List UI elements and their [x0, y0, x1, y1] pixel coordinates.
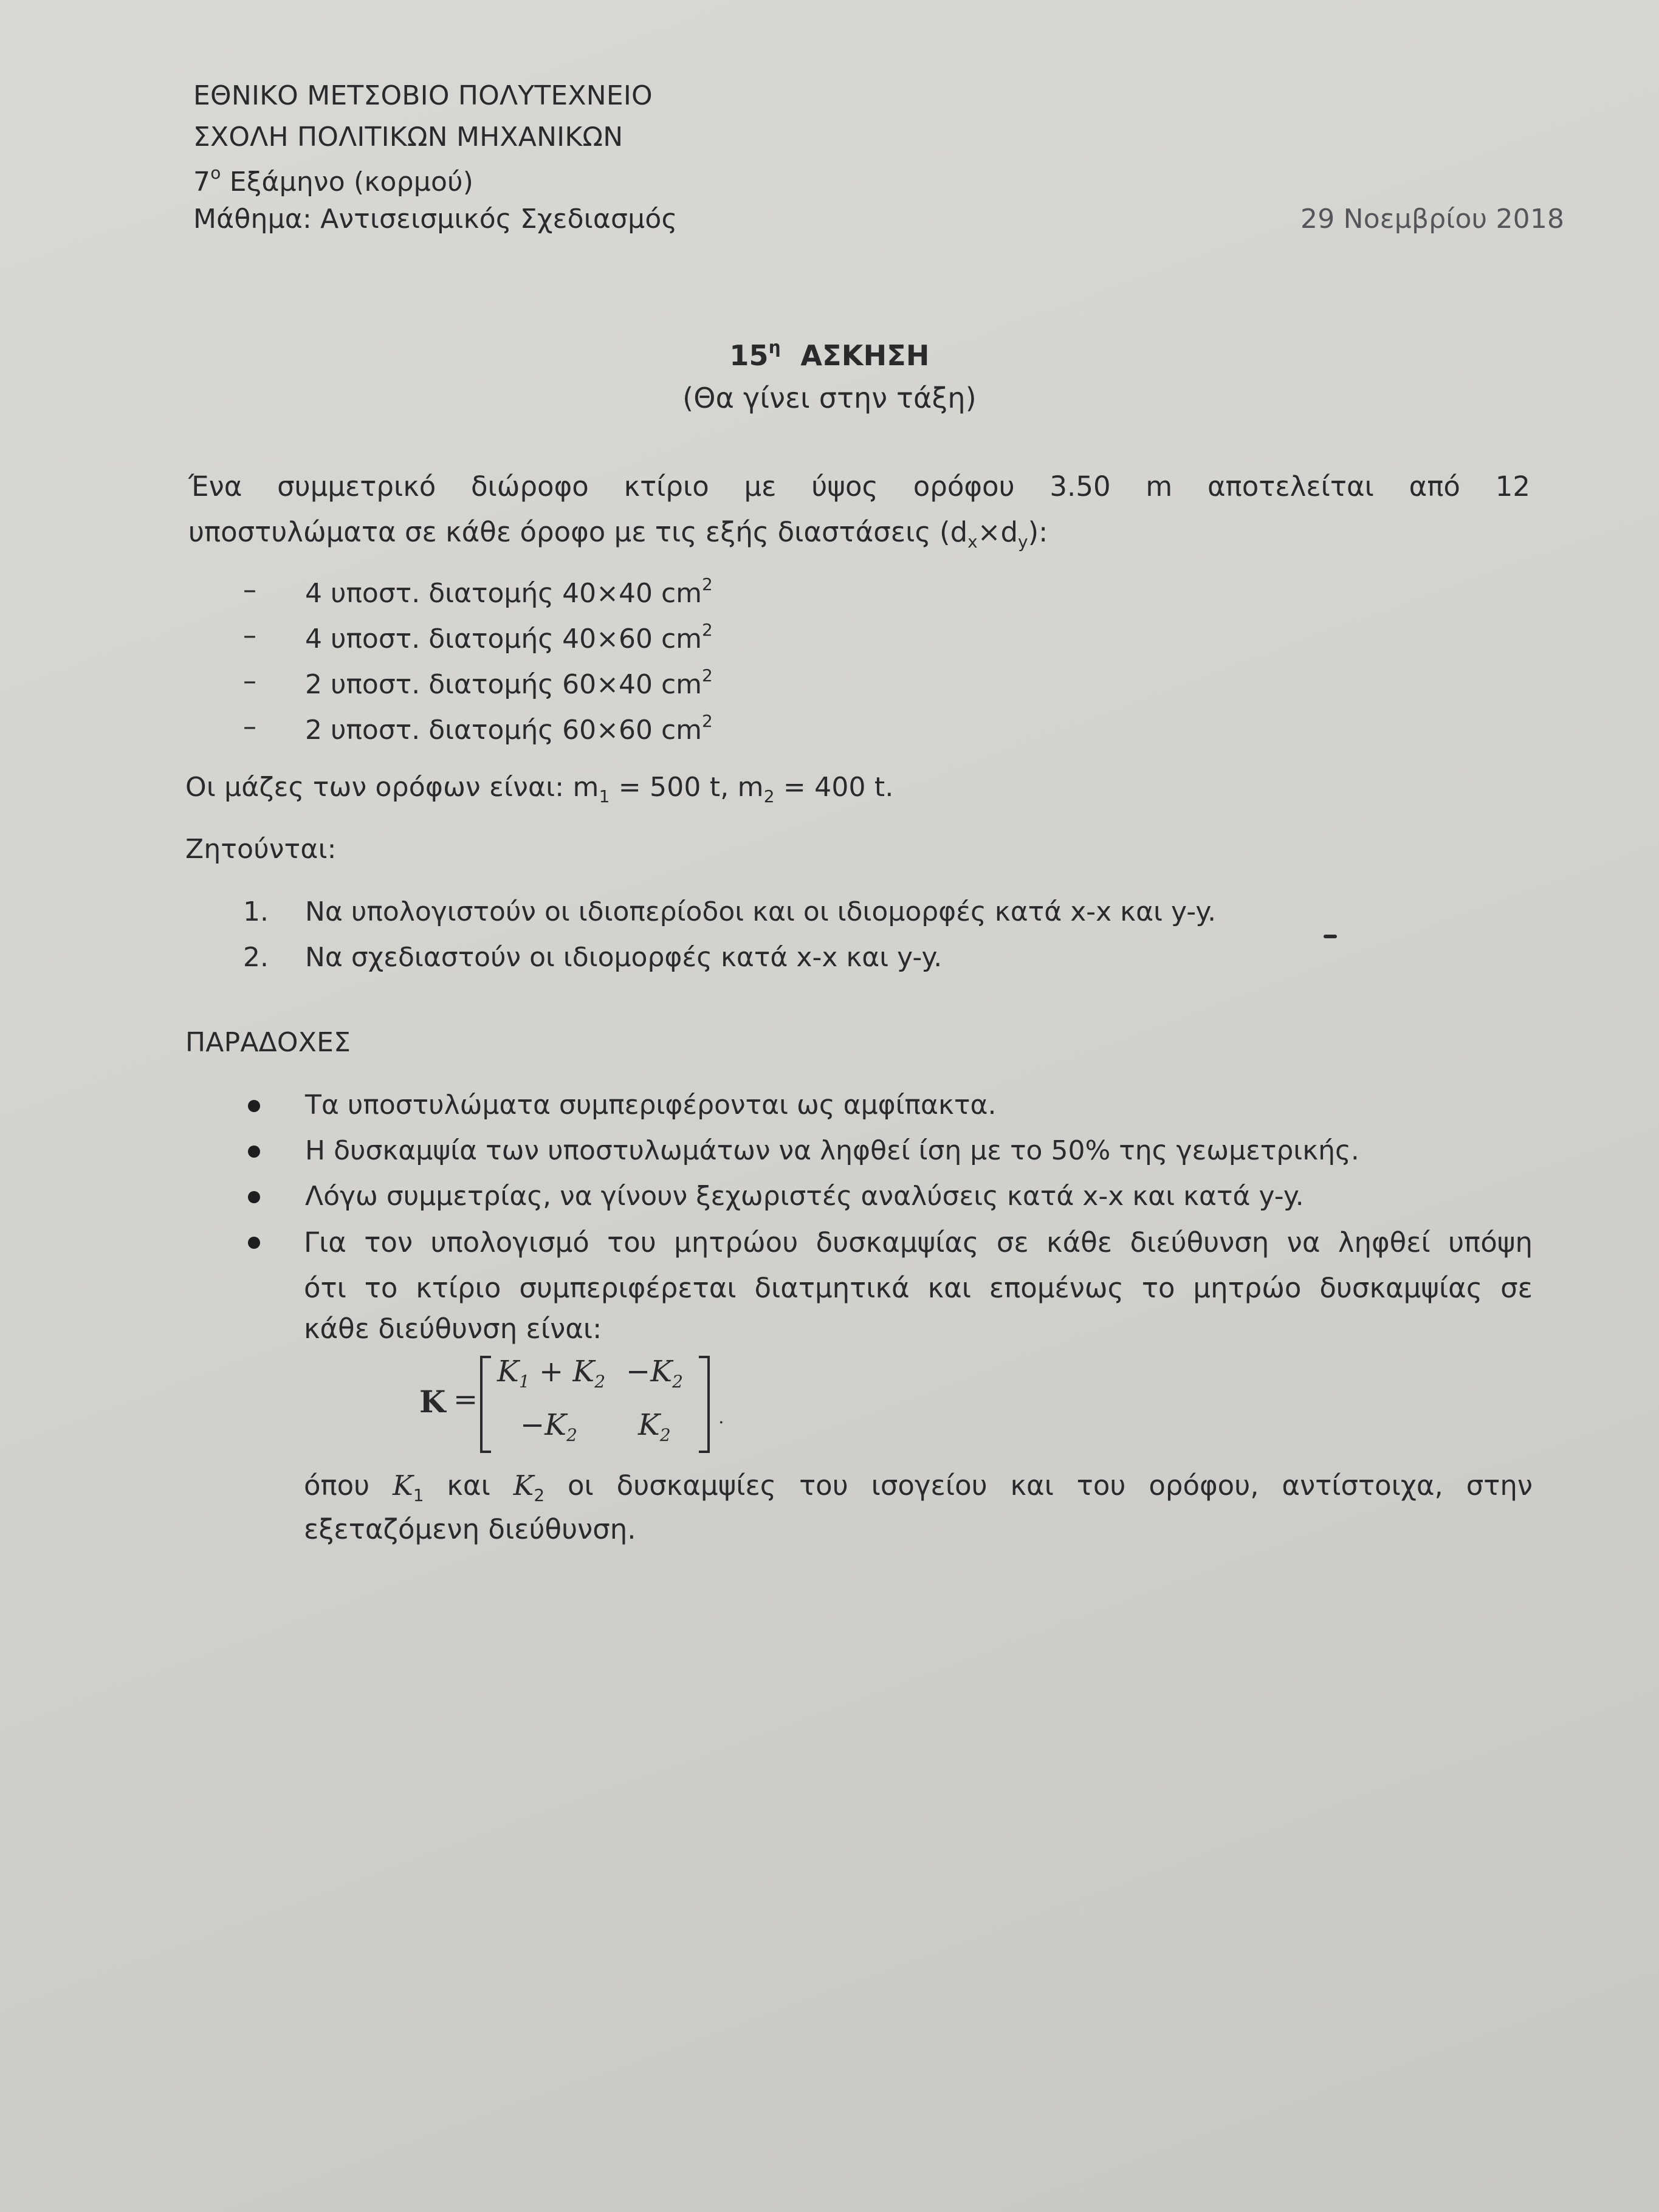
column-item-4	[305, 711, 713, 746]
semester	[193, 163, 473, 197]
subscript-2: 2	[566, 1425, 577, 1445]
list-dash: –	[243, 665, 256, 696]
exercise-number: 15	[729, 339, 769, 372]
bullet-icon	[248, 1100, 260, 1112]
k-symbol: K	[393, 1469, 413, 1502]
matrix-left-bracket	[480, 1356, 491, 1453]
assumptions-heading: ΠΑΡΑΔΟΧΕΣ	[185, 1027, 351, 1058]
subscript-2: 2	[763, 786, 775, 806]
assumption-3: Λόγω συμμετρίας, να γίνουν ξεχωριστές αναλύσεις κατά x-x και κατά y-y.	[305, 1181, 1304, 1212]
list-dash: –	[243, 711, 256, 742]
explanation-text: όπου	[304, 1469, 393, 1502]
assumption-4-line-1: Για τον υπολογισμό του μητρώου δυσκαμψίας σε κάθε διεύθυνση να ληφθεί υπόψη	[304, 1226, 1533, 1259]
subscript-1: 1	[599, 786, 610, 806]
explanation-rest: οι δυσκαμψίες του ισογείου και του ορόφου, αντίστοιχα, στην	[544, 1469, 1533, 1502]
matrix-cell-22	[638, 1408, 671, 1445]
column-item-sup: 2	[702, 620, 713, 640]
subscript-2: 2	[659, 1425, 671, 1445]
requested-number-1: 1.	[243, 896, 269, 927]
k-symbol: K	[497, 1355, 519, 1389]
k-symbol: K	[650, 1355, 673, 1389]
column-item-sup: 2	[702, 711, 713, 731]
matrix-explanation-line-2: εξεταζόμενη διεύθυνση.	[304, 1513, 636, 1545]
date: 29 Νοεμβρίου 2018	[1300, 204, 1565, 235]
semester-ordinal: ο	[210, 163, 221, 183]
bullet-icon	[248, 1191, 260, 1203]
bullet-icon	[248, 1237, 260, 1249]
masses-mid: = 500 t, m	[610, 772, 764, 803]
exercise-title	[0, 337, 1659, 372]
matrix-cell-11	[497, 1355, 605, 1392]
matrix-cell-12	[626, 1355, 683, 1392]
intro-line-1: Ένα συμμετρικό διώροφο κτίριο με ύψος ορόφου 3.50 m αποτελείται από 12	[188, 470, 1530, 503]
assumption-4-line-2: ότι το κτίριο συμπεριφέρεται διατμητικά και επομένως το μητρώο δυσκαμψίας σε	[304, 1272, 1533, 1304]
column-item-text: 4 υποστ. διατομής 40×60 cm	[305, 623, 702, 654]
explanation-and: και	[424, 1469, 514, 1502]
assumption-2: Η δυσκαμψία των υποστυλωμάτων να ληφθεί ίση με το 50% της γεωμετρικής.	[305, 1135, 1359, 1166]
subscript-2: 2	[594, 1372, 606, 1392]
column-item-text: 2 υποστ. διατομής 60×40 cm	[305, 669, 702, 700]
column-item-3	[305, 665, 713, 700]
matrix-period: .	[718, 1407, 724, 1428]
intro-line-2	[188, 509, 1530, 565]
subscript-2: 2	[534, 1485, 545, 1505]
list-dash: –	[243, 574, 256, 605]
column-item-1	[305, 574, 713, 609]
masses-end: = 400 t.	[774, 772, 894, 803]
school-name: ΣΧΟΛΗ ΠΟΛΙΤΙΚΩΝ ΜΗΧΑΝΙΚΩΝ	[193, 122, 623, 153]
subscript-y: y	[1018, 532, 1028, 552]
column-item-text: 2 υποστ. διατομής 60×60 cm	[305, 715, 702, 746]
assumption-4-line-3: κάθε διεύθυνση είναι:	[304, 1313, 602, 1345]
matrix-cell-21	[520, 1408, 577, 1445]
matrix-explanation-line-1	[304, 1469, 1533, 1505]
stiffness-matrix	[419, 1352, 735, 1455]
ink-mark	[1324, 935, 1337, 938]
column-item-text: 4 υποστ. διατομής 40×40 cm	[305, 578, 702, 609]
university-name: ΕΘΝΙΚΟ ΜΕΤΣΟΒΙΟ ΠΟΛΥΤΕΧΝΕΙΟ	[193, 80, 653, 111]
semester-number: 7	[193, 167, 211, 197]
bullet-icon	[248, 1146, 260, 1158]
semester-text: Εξάμηνο (κορμού)	[221, 167, 474, 197]
masses-text: Οι μάζες των ορόφων είναι: m	[185, 772, 599, 803]
subscript-2: 2	[672, 1372, 683, 1392]
list-dash: –	[243, 620, 256, 651]
exercise-ordinal: η	[768, 337, 781, 357]
requested-number-2: 2.	[243, 942, 269, 973]
course-name: Μάθημα: Αντισεισμικός Σχεδιασμός	[193, 204, 678, 235]
matrix-label: K	[419, 1384, 446, 1420]
subscript-1: 1	[518, 1372, 530, 1392]
assumption-1: Τα υποστυλώματα συμπεριφέρονται ως αμφίπακτα.	[305, 1090, 997, 1121]
minus-sign: −	[520, 1408, 545, 1442]
minus-sign: −	[626, 1355, 651, 1389]
k-symbol: K	[513, 1469, 534, 1502]
requested-heading: Ζητούνται:	[185, 834, 337, 865]
exercise-note: (Θα γίνει στην τάξη)	[682, 382, 977, 414]
k-symbol: K	[572, 1355, 595, 1389]
column-item-2	[305, 620, 713, 654]
plus-sign: +	[529, 1355, 573, 1389]
k-symbol: K	[638, 1408, 660, 1442]
subscript-x: x	[967, 532, 978, 552]
masses-line	[185, 772, 894, 806]
subscript-1: 1	[413, 1485, 424, 1505]
matrix-right-bracket	[699, 1356, 710, 1453]
requested-item-2: Να σχεδιαστούν οι ιδιομορφές κατά x-x και y-y.	[305, 942, 943, 973]
intro-times-d: ×d	[977, 516, 1018, 548]
requested-item-1: Να υπολογιστούν οι ιδιοπερίοδοι και οι ιδιομορφές κατά x-x και y-y.	[305, 896, 1217, 927]
exercise-heading: ΑΣΚΗΣΗ	[800, 339, 930, 372]
k-symbol: K	[544, 1408, 567, 1442]
intro-line-2-text: υποστυλώματα σε κάθε όροφο με τις εξής διαστάσεις (d	[188, 516, 968, 548]
column-item-sup: 2	[702, 665, 713, 685]
intro-line-2-end: ):	[1028, 516, 1048, 548]
matrix-equals: =	[453, 1382, 478, 1417]
column-item-sup: 2	[702, 574, 713, 594]
